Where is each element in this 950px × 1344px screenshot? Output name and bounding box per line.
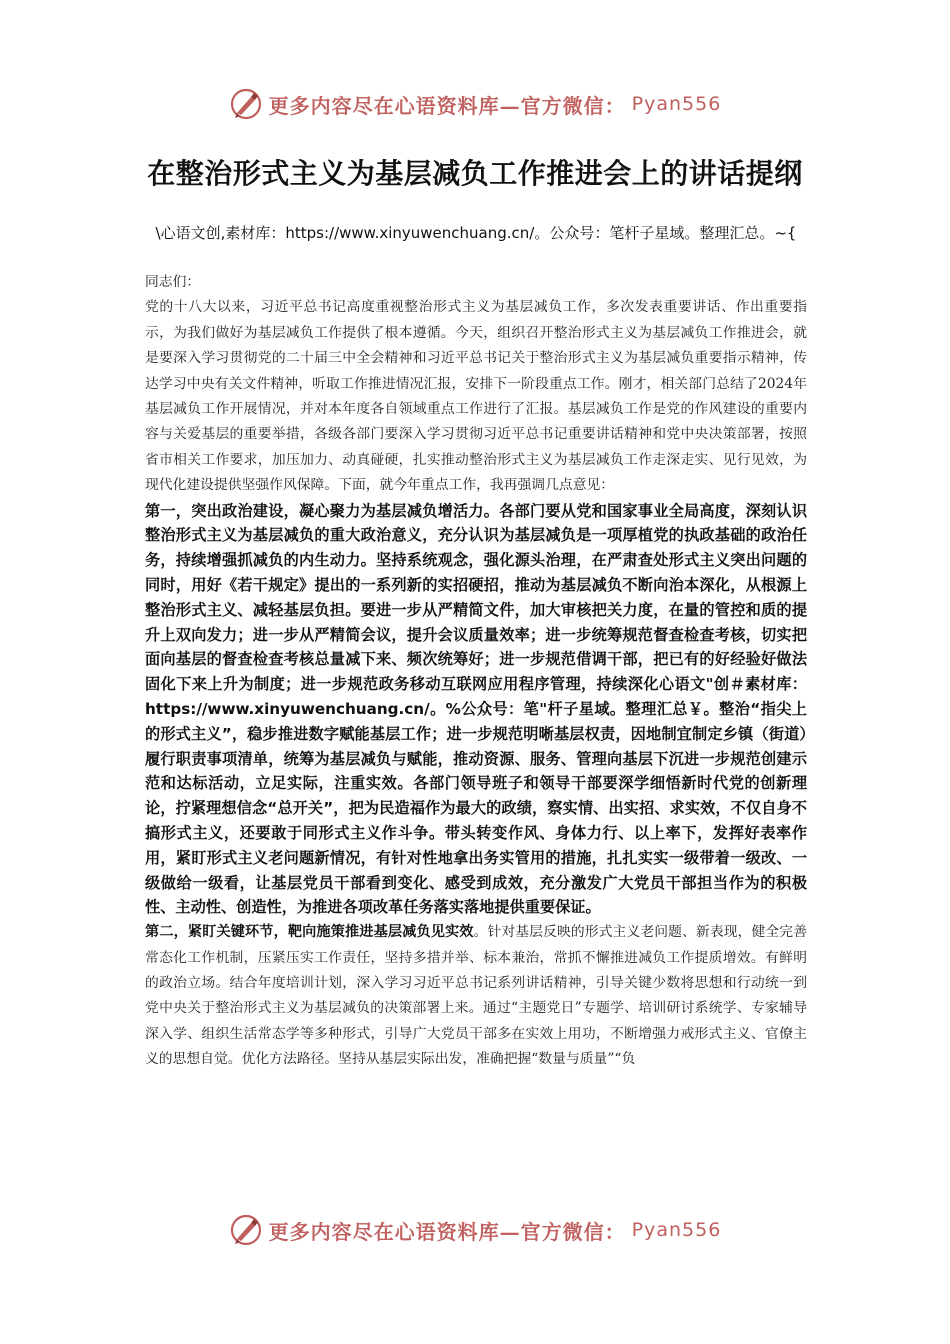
footer-banner[interactable] [0,1210,950,1250]
section-2-heading: 第二，紧盯关键环节，靶向施策推进基层减负见实效 [145,924,474,941]
section-2-paragraph [145,920,807,1072]
banner-text: 更多内容尽在心语资料库—官方微信： [268,93,626,118]
source-line: \心语文创,素材库：https://www.xinyuwenchuang.cn/。公众号：笔杆子星域。整理汇总。~{ [155,224,797,242]
header-banner[interactable] [0,84,950,124]
pen-logo-icon [229,1213,263,1247]
banner-text: 更多内容尽在心语资料库—官方微信： [268,1219,626,1244]
salutation: 同志们： [145,274,201,290]
intro-paragraph: 党的十八大以来，习近平总书记高度重视整治形式主义为基层减负工作，多次发表重要讲话、作出重要指示，为我们做好为基层减负工作提供了根本遵循。今天，组织召开整治形式主义为基层减负工作推进会，就是要深入学习贯彻党的二十届三中全会精神和习近平总书记关于整治形式主义为基层减负重要指示精神，传达学习中央有关文件精神，听取工作推进情况汇报，安排下一阶段重点工作。刚才，相关部门总结了2024年基层减负工作开展情况，并对本年度各自领域重点工作进行了汇报。基层减负工作是党的作风建设的重要内容与关爱基层的重要举措，各级各部门要深入学习贯彻习近平总书记重要讲话精神和党中央决策部署，按照省市相关工作要求，加压加力、动真碰硬，扎实推动整治形式主义为基层减负工作走深走实、见行见效，为现代化建设提供坚强作风保障。下面，就今年重点工作，我再强调几点意见： [145,299,807,494]
document-title: 在整治形式主义为基层减负工作推进会上的讲话提纲 [147,157,803,190]
section-2-text: 。针对基层反映的形式主义老问题、新表现，健全完善常态化工作机制，压紧压实工作责任，坚持多措并举、标本兼治，常抓不懈推进减负工作提质增效。有鲜明的政治立场。结合年度培训计划，深入学习习近平总书记系列讲话精神，引导关键少数将思想和行动统一到党中央关于整治形式主义为基层减负的决策部署上来。通过“主题党日”专题学、培训研讨系统学、专家辅导深入学、组织生活常态学等多种形式，引导广大党员干部多在实效上用功，不断增强力戒形式主义、官僚主义的思想自觉。优化方法路径。坚持从基层实际出发，准确把握“数量与质量”“负 [145,924,807,1068]
document-body [145,270,807,1073]
section-1-paragraph: 第一，突出政治建设，凝心聚力为基层减负增活力。各部门要从党和国家事业全局高度，深刻认识整治形式主义为基层减负的重大政治意义，充分认识为基层减负是一项厚植党的执政基础的政治任务，持续增强抓减负的内生动力。坚持系统观念，强化源头治理，在严肃查处形式主义突出问题的同时，用好《若干规定》提出的一系列新的实招硬招，推动为基层减负不断向治本深化，从根源上整治形式主义、减轻基层负担。要进一步从严精简文件，加大审核把关力度，在量的管控和质的提升上双向发力；进一步从严精简会议，提升会议质量效率；进一步统筹规范督查检查考核，切实把面向基层的督查检查考核总量减下来、频次统筹好；进一步规范借调干部，把已有的好经验好做法固化下来上升为制度；进一步规范政务移动互联网应用程序管理，持续深化心语文"创＃素材库：https://www.xinyuwenchuang.cn/。%公众号：笔"杆子星域。整理汇总￥。整治“指尖上的形式主义”，稳步推进数字赋能基层工作；进一步规范明晰基层权责，因地制宜制定乡镇（街道）履行职责事项清单，统筹为基层减负与赋能，推动资源、服务、管理向基层下沉进一步规范创建示范和达标活动，立足实际，注重实效。各部门领导班子和领导干部要深学细悟新时代党的创新理论，拧紧理想信念“总开关”，把为民造福作为最大的政绩，察实情、出实招、求实效，不仅自身不搞形式主义，还要敢于同形式主义作斗争。带头转变作风、身体力行、以上率下，发挥好表率作用，紧盯形式主义老问题新情况，有针对性地拿出务实管用的措施，扎扎实实一级带着一级改、一级做给一级看，让基层党员干部看到变化、感受到成效，充分激发广大党员干部担当作为的积极性、主动性、创造性，为推进各项改革任务落实落地提供重要保证。 [145,501,807,917]
banner-wechat-id: Pyan556 [631,1219,722,1241]
pen-logo-icon [229,87,263,121]
banner-wechat-id: Pyan556 [631,93,722,115]
